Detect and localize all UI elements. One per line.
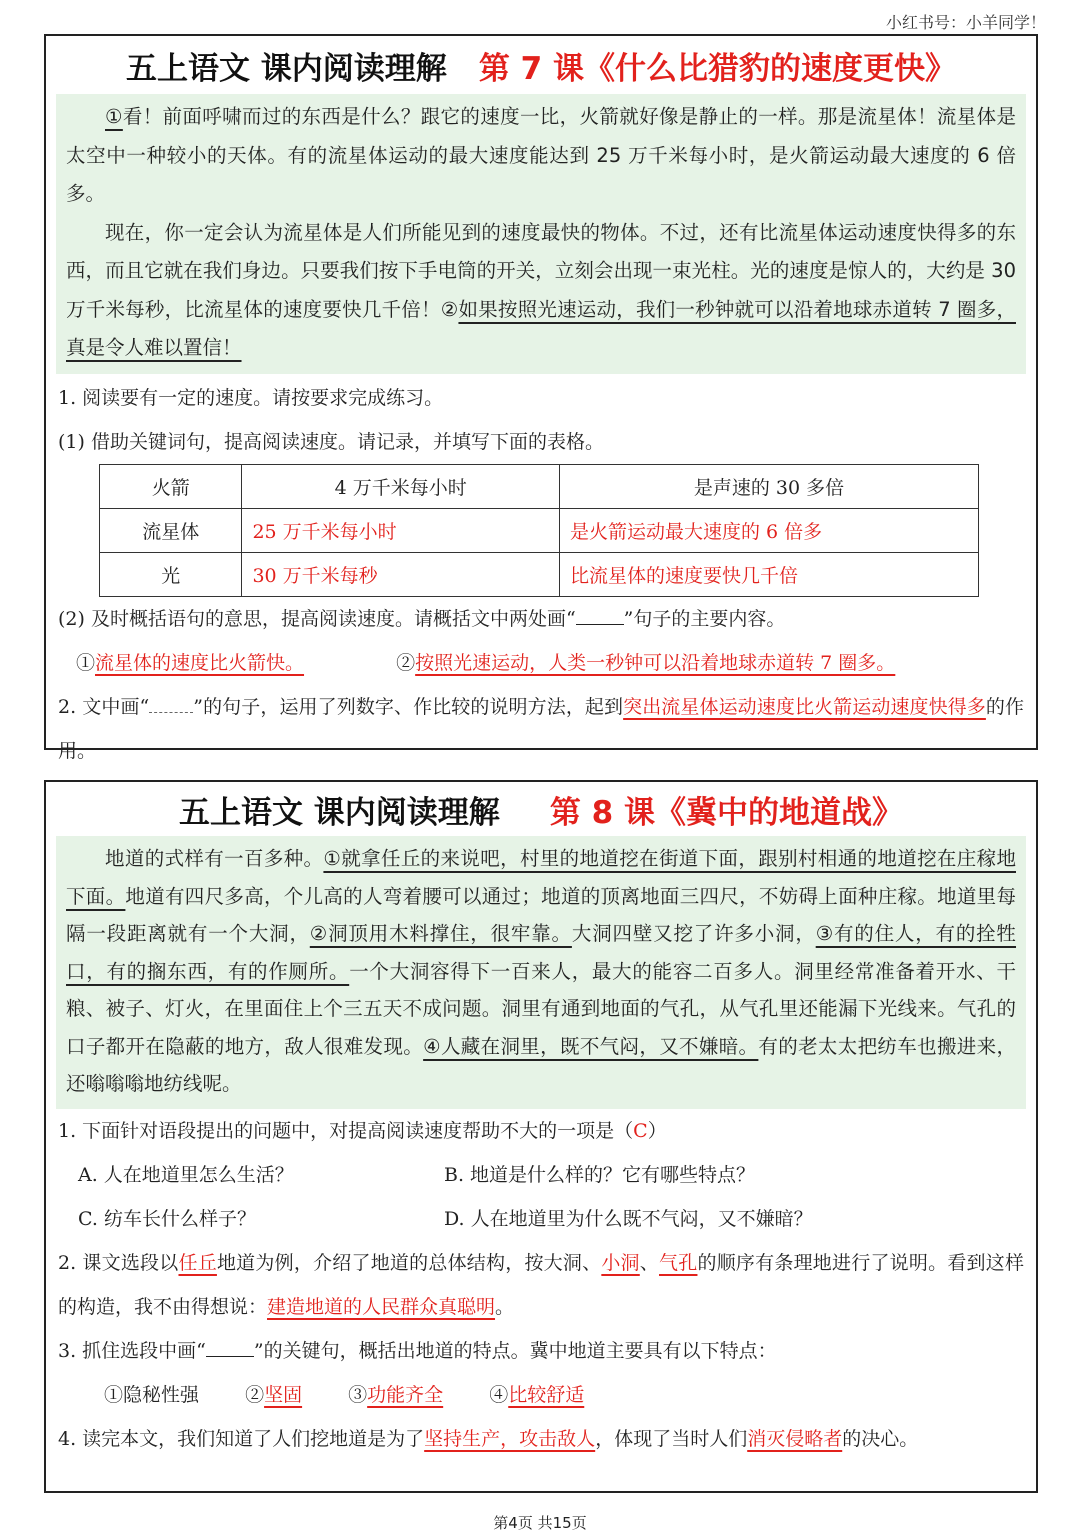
underlined-4: ④人藏在洞里，既不气闷，又不嫌暗。 xyxy=(423,1034,759,1058)
lesson7-a1-2: ①流星体的速度比火箭快。 ②按照光速运动，人类一秒钟可以沿着地球赤道转 7 圈多。 xyxy=(76,651,896,674)
page-footer: 第4页 共15页 xyxy=(493,1514,587,1532)
speed-table xyxy=(99,464,979,597)
table-cell: 是火箭运动最大速度的 6 倍多 xyxy=(559,508,978,552)
lesson7-passage xyxy=(56,94,1026,374)
underlined-1: ①就拿任丘的来说吧，村里的地道挖在街道下面，跟别村相通的地道挖在庄稼地下面。 xyxy=(66,847,1016,908)
lesson7-card xyxy=(44,34,1038,762)
lesson7-title-left: 五上语文 课内阅读理解 xyxy=(126,50,447,87)
lesson7-q1-1: (1) 借助关键词句，提高阅读速度。请记录，并填写下面的表格。 xyxy=(58,430,604,453)
lesson8-card xyxy=(44,780,1038,1493)
feature-4: ④比较舒适 xyxy=(489,1383,585,1406)
table-cell: 4 万千米每小时 xyxy=(242,464,560,508)
features-row xyxy=(46,1373,1036,1417)
lesson7-p2-underlined: 如果按照光速运动，我们一秒钟就可以沿着地球赤道转 7 圈多，真是令人难以置信！ xyxy=(66,297,1016,359)
option-c: C. 纺车长什么样子？ xyxy=(78,1207,256,1230)
lesson7-p2-num: ② xyxy=(440,297,459,321)
option-a: A. 人在地道里怎么生活？ xyxy=(78,1163,294,1186)
lesson7-title-right: 第 7 课《什么比猎豹的速度更快》 xyxy=(478,50,956,87)
table-cell: 比流星体的速度要快几千倍 xyxy=(559,552,978,596)
option-d: D. 人在地道里为什么既不气闷，又不嫌暗？ xyxy=(444,1207,813,1230)
lesson8-title-left: 五上语文 课内阅读理解 xyxy=(179,794,500,831)
feature-1: ①隐秘性强 xyxy=(104,1383,200,1406)
lesson8-q3: 3. 抓住选段中画“ ”的关键句，概括出地道的特点。冀中地道主要具有以下特点： xyxy=(58,1339,777,1362)
table-cell: 25 万千米每小时 xyxy=(242,508,560,552)
option-b: B. 地道是什么样的？它有哪些特点？ xyxy=(444,1163,756,1186)
lesson8-q1: 1. 下面针对语段提出的问题中，对提高阅读速度帮助不大的一项是（C） xyxy=(58,1119,667,1142)
lesson7-p2: 现在，你一定会认为流星体是人们所能见到的速度最快的物体。不过，还有比流星体运动速度快得多的东西，而且它就在我们身边。只要我们按下手电筒的开关，立刻会出现一束光柱。光的速度是惊人的，大约是 30 万千米每秒，比流星体的速度要快几千倍！ xyxy=(66,220,1016,321)
answer-q1: C xyxy=(633,1119,648,1142)
table-cell: 是声速的 30 多倍 xyxy=(559,464,978,508)
table-cell: 火箭 xyxy=(100,464,242,508)
lesson7-q1: 1. 阅读要有一定的速度。请按要求完成练习。 xyxy=(58,386,444,409)
underlined-2: ②洞顶用木料撑住，很牢靠。 xyxy=(309,922,572,945)
lesson8-q2: 2. 课文选段以任丘地道为例，介绍了地道的总体结构，按大洞、小洞、气孔的顺序有条理地进行了说明。看到这样的构造，我不由得想说：建造地道的人民群众真聪明。 xyxy=(58,1251,1024,1318)
lesson8-title xyxy=(46,782,1036,836)
lesson8-passage: 地道的式样有一百多种。①就拿任丘的来说吧，村里的地道挖在街道下面，跟别村相通的地道挖在庄稼地下面。地道有四尺多高，个儿高的人弯着腰可以通过；地道的顶离地面三四尺，不妨碍上面种庄稼。地道里每隔一段距离就有一个大洞，②洞顶用木料撑住，很牢靠。大洞四壁又挖了许多小洞，③有的住人，有的拴牲口，有的搁东西，有的作厕所。一个大洞容得下一百来人，最大的能容二百多人。洞里经常准备着开水、干粮、被子、灯火，在里面住上个三五天不成问题。洞里有通到地面的气孔，从气孔里还能漏下光线来。气孔的口子都开在隐蔽的地方，敌人很难发现。④人藏在洞里，既不气闷，又不嫌暗。有的老太太把纺车也搬进来，还嗡嗡嗡地纺线呢。 xyxy=(56,836,1026,1109)
lesson7-q1-2: (2) 及时概括语句的意思，提高阅读速度。请概括文中两处画“ ”句子的主要内容。 xyxy=(58,607,786,630)
table-row xyxy=(100,508,979,552)
options-row-1 xyxy=(46,1153,1036,1197)
lesson7-title xyxy=(46,36,1036,94)
table-row xyxy=(100,464,979,508)
feature-3: ③功能齐全 xyxy=(348,1383,444,1406)
lesson7-p1: 看！前面呼啸而过的东西是什么？跟它的速度一比，火箭就好像是静止的一样。那是流星体！流星体是太空中一种较小的天体。有的流星体运动的最大速度能达到 25 万千米每小时，是火箭运动最大速度的 6 倍多。 xyxy=(66,105,1016,205)
table-cell: 光 xyxy=(100,552,242,596)
lesson8-q4: 4. 读完本文，我们知道了人们挖地道是为了坚持生产，攻击敌人，体现了当时人们消灭侵略者的决心。 xyxy=(58,1427,919,1450)
options-row-2 xyxy=(46,1197,1036,1241)
underlined-3: ③有的住人，有的拴牲口，有的搁东西，有的作厕所。 xyxy=(66,922,1017,983)
table-row xyxy=(100,552,979,596)
feature-2: ②坚固 xyxy=(245,1383,303,1406)
answer-1: 流星体的速度比火箭快。 xyxy=(95,651,305,674)
table-cell: 流星体 xyxy=(100,508,242,552)
lesson8-title-right: 第 8 课《冀中的地道战》 xyxy=(549,794,903,831)
table-cell: 30 万千米每秒 xyxy=(242,552,560,596)
answer-2: 按照光速运动，人类一秒钟可以沿着地球赤道转 7 圈多。 xyxy=(415,651,896,674)
lesson7-p1-num: ① xyxy=(105,105,123,128)
answer-q2: 突出流星体运动速度比火箭运动速度快得多 xyxy=(623,695,986,718)
lesson7-q2: 2. 文中画“ ”的句子，运用了列数字、作比较的说明方法，起到突出流星体运动速度比火箭运动速度快得多的作用。 xyxy=(58,695,1024,762)
watermark: 小红书号：小羊同学！ xyxy=(885,13,1046,32)
